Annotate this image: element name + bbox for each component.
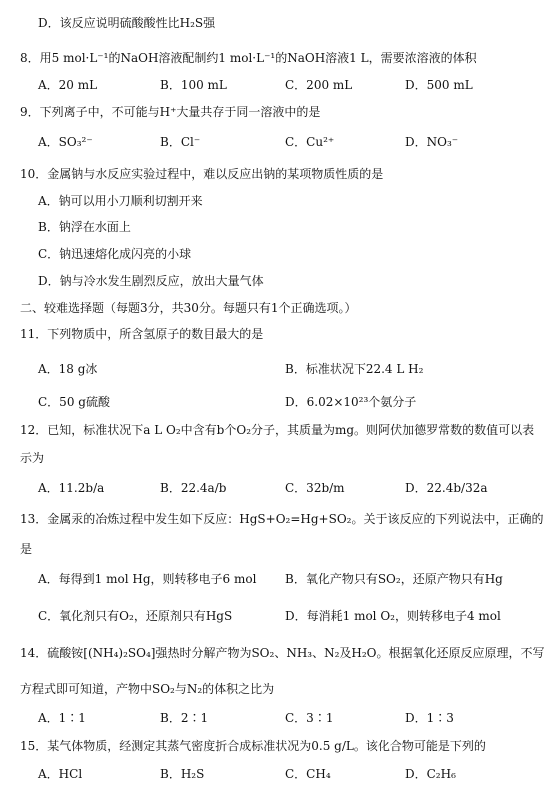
q13-options-row1 xyxy=(0,573,554,593)
q9-option-b: B．Cl⁻ xyxy=(160,135,201,149)
q11-stem xyxy=(0,328,554,348)
q8-option-a: A．20 mL xyxy=(38,78,98,92)
q13-option-a: A．每得到1 mol Hg，则转移电子6 mol xyxy=(38,572,257,586)
q11-option-c: C．50 g硫酸 xyxy=(38,395,110,409)
q14-stem-line2 xyxy=(0,683,554,703)
q13-stem-text-2: 是 xyxy=(20,542,33,556)
q13-option-b: B．氧化产物只有SO₂，还原产物只有Hg xyxy=(285,572,503,586)
q12-option-d: D．22.4b/32a xyxy=(405,481,488,495)
q10-stem-text: 10．金属钠与水反应实验过程中，难以反应出钠的某项物质性质的是 xyxy=(20,167,384,181)
q10-option-row-d xyxy=(0,275,554,295)
q15-option-c: C．CH₄ xyxy=(285,767,331,781)
q8-option-d: D．500 mL xyxy=(405,78,473,92)
q12-stem-line2 xyxy=(0,452,554,472)
q10-option-row-c xyxy=(0,248,554,268)
q10-option-row-a xyxy=(0,195,554,215)
q12-option-c: C．32b/m xyxy=(285,481,345,495)
q11-stem-text: 11．下列物质中，所含氢原子的数目最大的是 xyxy=(20,327,264,341)
q11-option-b: B．标准状况下22.4 L H₂ xyxy=(285,362,424,376)
q10-stem xyxy=(0,168,554,188)
q13-stem-text-1: 13．金属汞的冶炼过程中发生如下反应：HgS+O₂=Hg+SO₂。关于该反应的下列说法中，正确的 xyxy=(20,512,544,526)
q11-option-a: A．18 g冰 xyxy=(38,362,98,376)
q12-options xyxy=(0,482,554,502)
q9-options xyxy=(0,136,554,156)
q8-options xyxy=(0,79,554,99)
q12-option-b: B．22.4a/b xyxy=(160,481,227,495)
q11-options-row2 xyxy=(0,396,554,416)
q8-stem-text: 8．用5 mol·L⁻¹的NaOH溶液配制约1 mol·L⁻¹的NaOH溶液1 L，需要浓溶液的体积 xyxy=(20,51,477,65)
q14-stem-line1 xyxy=(0,647,554,667)
q8-option-c: C．200 mL xyxy=(285,78,353,92)
q12-option-a: A．11.2b/a xyxy=(38,481,105,495)
q15-option-a: A．HCl xyxy=(38,767,83,781)
q10-option-a: A．钠可以用小刀顺利切割开来 xyxy=(38,194,203,208)
q9-option-c: C．Cu²⁺ xyxy=(285,135,335,149)
q11-option-d: D．6.02×10²³个氨分子 xyxy=(285,395,417,409)
section-heading xyxy=(0,302,554,322)
q15-option-d: D．C₂H₆ xyxy=(405,767,456,781)
q14-option-c: C．3∶1 xyxy=(285,711,334,725)
q9-option-a: A．SO₃²⁻ xyxy=(38,135,93,149)
q13-stem-line1 xyxy=(0,513,554,533)
q9-stem-text: 9．下列离子中，不可能与H⁺大量共存于同一溶液中的是 xyxy=(20,105,321,119)
q14-option-a: A．1∶1 xyxy=(38,711,86,725)
q14-stem-text-2: 方程式即可知道，产物中SO₂与N₂的体积之比为 xyxy=(20,682,275,696)
q8-stem xyxy=(0,52,554,72)
q7-option-d: D．该反应说明硫酸酸性比H₂S强 xyxy=(38,16,216,30)
q12-stem-line1 xyxy=(0,424,554,444)
q15-stem xyxy=(0,740,554,760)
q9-option-d: D．NO₃⁻ xyxy=(405,135,459,149)
q10-option-row-b xyxy=(0,221,554,241)
q12-stem-text-1: 12．已知，标准状况下a L O₂中含有b个O₂分子，其质量为mg。则阿伏加德罗常数的数值可以表 xyxy=(20,423,535,437)
q11-options-row1 xyxy=(0,363,554,383)
q10-option-b: B．钠浮在水面上 xyxy=(38,220,131,234)
q12-stem-text-2: 示为 xyxy=(20,451,45,465)
q14-option-d: D．1∶3 xyxy=(405,711,454,725)
q13-options-row2 xyxy=(0,610,554,630)
q13-stem-line2 xyxy=(0,543,554,563)
q14-stem-text-1: 14．硫酸铵[(NH₄)₂SO₄]强热时分解产物为SO₂、NH₃、N₂及H₂O。根据氧化还原反应原理，不写 xyxy=(20,646,545,660)
q8-option-b: B．100 mL xyxy=(160,78,227,92)
q14-option-b: B．2∶1 xyxy=(160,711,209,725)
q15-option-b: B．H₂S xyxy=(160,767,205,781)
q15-stem-text: 15．某气体物质，经测定其蒸气密度折合成标准状况为0.5 g/L。该化合物可能是下列的 xyxy=(20,739,486,753)
q10-option-c: C．钠迅速熔化成闪亮的小球 xyxy=(38,247,192,261)
q9-stem xyxy=(0,106,554,126)
section-2-heading: 二、较难选择题（每题3分，共30分。每题只有1个正确选项。） xyxy=(20,301,357,315)
q7-option-row xyxy=(0,17,554,37)
q13-option-c: C．氧化剂只有O₂，还原剂只有HgS xyxy=(38,609,233,623)
q13-option-d: D．每消耗1 mol O₂，则转移电子4 mol xyxy=(285,609,501,623)
q14-options xyxy=(0,712,554,732)
q15-options xyxy=(0,768,554,788)
q10-option-d: D．钠与冷水发生剧烈反应，放出大量气体 xyxy=(38,274,264,288)
